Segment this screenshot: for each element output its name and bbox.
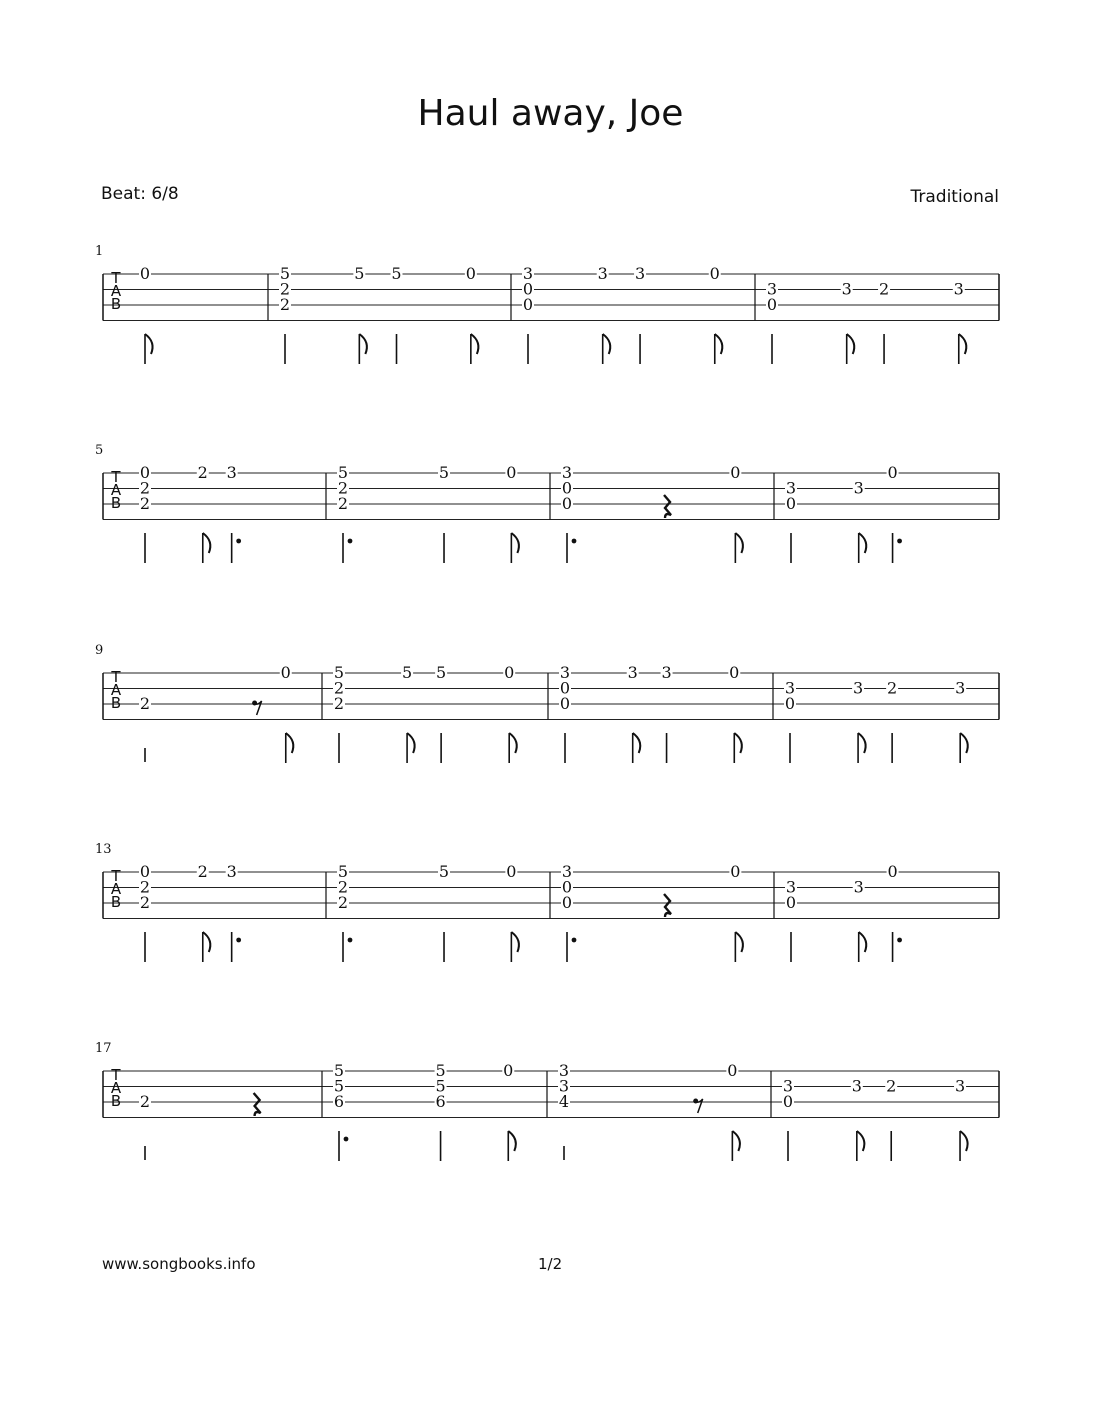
fret-number: 0 — [465, 264, 476, 283]
rhythm-flag — [732, 1131, 740, 1151]
fret-number: 0 — [561, 877, 573, 897]
fret-number: 5 — [401, 663, 413, 682]
tab-clef-letter: T — [111, 269, 121, 287]
fret-number: 0 — [729, 663, 740, 682]
rhythm-flag — [508, 1131, 516, 1151]
rhythm-flag — [471, 334, 479, 354]
tab-system — [95, 244, 999, 364]
fret-number: 5 — [435, 1076, 446, 1096]
fret-number: 3 — [558, 1061, 570, 1080]
fret-number: 2 — [197, 862, 208, 881]
measure-number: 1 — [95, 244, 104, 259]
fret-number: 6 — [435, 1092, 446, 1111]
fret-number: 3 — [955, 678, 966, 698]
rhythm-flag — [959, 334, 967, 354]
composer-label: Traditional — [910, 187, 999, 207]
fret-number: 3 — [851, 1076, 862, 1096]
fret-number: 3 — [782, 1076, 794, 1096]
fret-number: 3 — [561, 862, 573, 881]
tab-clef-letter: A — [110, 1079, 122, 1097]
fret-number: 5 — [333, 663, 345, 682]
fret-number: 0 — [506, 862, 517, 881]
fret-number: 3 — [226, 463, 237, 482]
tab-clef-letter: B — [110, 295, 122, 313]
fret-number: 3 — [785, 877, 797, 897]
rhythm-flag — [847, 334, 855, 354]
rhythm-flag — [735, 533, 743, 553]
fret-number: 3 — [853, 877, 864, 897]
fret-number: 5 — [438, 463, 450, 482]
rhythm-flag — [715, 334, 723, 354]
quarter-rest — [254, 1093, 261, 1116]
tab-system — [95, 443, 999, 563]
fret-number: 3 — [559, 663, 571, 682]
measure-number: 13 — [95, 842, 112, 857]
fret-number: 3 — [954, 1076, 966, 1096]
rhythm-flag — [511, 533, 519, 553]
rhythm-flag — [203, 932, 211, 952]
fret-number: 2 — [337, 494, 349, 513]
rhythm-dot — [897, 938, 902, 943]
fret-number: 2 — [139, 478, 151, 498]
rhythm-flag — [857, 1131, 865, 1151]
fret-number: 0 — [503, 1061, 514, 1080]
fret-number: 0 — [709, 264, 720, 283]
measure-number: 17 — [95, 1041, 112, 1056]
fret-number: 0 — [559, 694, 571, 713]
fret-number: 0 — [730, 463, 741, 482]
fret-number: 0 — [522, 279, 534, 299]
fret-number: 5 — [279, 264, 291, 283]
rhythm-dot — [236, 938, 241, 943]
rhythm-flag — [509, 733, 517, 753]
fret-number: 5 — [438, 862, 450, 881]
fret-number: 0 — [887, 862, 898, 881]
fret-number: 2 — [279, 279, 291, 299]
fret-number: 2 — [333, 694, 345, 713]
rhythm-flag — [286, 733, 294, 753]
fret-number: 0 — [561, 478, 573, 498]
measure-number: 9 — [95, 643, 104, 658]
rhythm-flag — [734, 733, 742, 753]
measure-number: 5 — [95, 443, 104, 458]
fret-number: 0 — [784, 694, 796, 713]
fret-number: 2 — [139, 1092, 151, 1111]
fret-number: 3 — [853, 478, 864, 498]
rhythm-flag — [859, 533, 867, 553]
fret-number: 5 — [391, 264, 402, 283]
fret-number: 0 — [522, 295, 534, 314]
fret-number: 0 — [561, 494, 573, 513]
fret-number: 0 — [887, 463, 898, 482]
fret-number: 0 — [782, 1092, 794, 1111]
fret-number: 0 — [559, 678, 571, 698]
rhythm-flag — [203, 533, 211, 553]
rhythm-dot — [236, 539, 241, 544]
fret-number: 0 — [785, 494, 797, 513]
fret-number: 0 — [730, 862, 741, 881]
tab-clef-letter: B — [110, 893, 122, 911]
tab-clef-letter: B — [110, 494, 122, 512]
rhythm-flag — [960, 1131, 968, 1151]
fret-number: 2 — [887, 678, 898, 698]
rhythm-flag — [858, 733, 866, 753]
fret-number: 3 — [561, 463, 573, 482]
quarter-rest — [664, 894, 671, 917]
quarter-rest — [664, 495, 671, 518]
tab-clef-letter: B — [110, 1092, 122, 1110]
tab-clef-letter: T — [111, 468, 121, 486]
fret-number: 2 — [337, 478, 349, 498]
tab-system — [95, 1041, 999, 1161]
fret-number: 2 — [139, 893, 151, 912]
fret-number: 5 — [333, 1076, 345, 1096]
footer-site: www.songbooks.info — [102, 1255, 256, 1273]
fret-number: 3 — [522, 264, 534, 283]
rhythm-flag — [511, 932, 519, 952]
rhythm-dot — [344, 1137, 349, 1142]
rhythm-flag — [859, 932, 867, 952]
fret-number: 2 — [279, 295, 291, 314]
tab-clef-letter: A — [110, 880, 122, 898]
fret-number: 3 — [627, 663, 638, 682]
rhythm-flag — [359, 334, 367, 354]
tab-clef-letter: T — [111, 1066, 121, 1084]
tab-clef-letter: A — [110, 681, 122, 699]
fret-number: 0 — [766, 295, 778, 314]
fret-number: 2 — [337, 893, 349, 912]
fret-number: 5 — [435, 1061, 446, 1080]
fret-number: 0 — [561, 893, 573, 912]
fret-number: 0 — [785, 893, 797, 912]
fret-number: 5 — [354, 264, 365, 283]
fret-number: 3 — [784, 678, 796, 698]
beat-label: Beat: 6/8 — [101, 184, 179, 204]
rhythm-dot — [572, 938, 577, 943]
tab-clef-letter: A — [110, 481, 122, 499]
tab-clef-letter: T — [111, 668, 121, 686]
fret-number: 3 — [661, 663, 672, 682]
song-title: Haul away, Joe — [417, 93, 684, 134]
fret-number: 3 — [766, 279, 778, 299]
rhythm-flag — [407, 733, 415, 753]
fret-number: 0 — [280, 663, 291, 682]
tab-system — [95, 842, 999, 962]
fret-number: 5 — [337, 463, 349, 482]
fret-number: 3 — [841, 279, 852, 299]
tab-clef-letter: B — [110, 694, 122, 712]
fret-number: 3 — [558, 1076, 570, 1096]
fret-number: 3 — [785, 478, 797, 498]
fret-number: 4 — [558, 1092, 570, 1111]
fret-number: 0 — [139, 264, 151, 283]
fret-number: 5 — [436, 663, 447, 682]
fret-number: 5 — [333, 1061, 345, 1080]
fret-number: 3 — [634, 264, 646, 283]
rhythm-flag — [145, 334, 153, 354]
fret-number: 5 — [337, 862, 349, 881]
fret-number: 2 — [878, 279, 890, 299]
fret-number: 0 — [506, 463, 517, 482]
fret-number: 2 — [139, 494, 151, 513]
fret-number: 2 — [197, 463, 208, 482]
fret-number: 3 — [597, 264, 608, 283]
rhythm-dot — [348, 539, 353, 544]
fret-number: 6 — [333, 1092, 345, 1111]
fret-number: 3 — [953, 279, 964, 299]
fret-number: 2 — [886, 1076, 897, 1096]
fret-number: 0 — [139, 862, 151, 881]
tab-clef-letter: T — [111, 867, 121, 885]
fret-number: 2 — [333, 678, 345, 698]
fret-number: 2 — [337, 877, 349, 897]
fret-number: 2 — [139, 877, 151, 897]
fret-number: 0 — [139, 463, 151, 482]
footer-page-number: 1/2 — [538, 1255, 563, 1273]
rhythm-flag — [960, 733, 968, 753]
fret-number: 2 — [139, 694, 151, 713]
rhythm-dot — [348, 938, 353, 943]
fret-number: 0 — [727, 1061, 738, 1080]
tab-clef-letter: A — [110, 282, 122, 300]
rhythm-flag — [603, 334, 611, 354]
fret-number: 3 — [852, 678, 864, 698]
rhythm-flag — [633, 733, 641, 753]
rhythm-dot — [572, 539, 577, 544]
fret-number: 0 — [504, 663, 515, 682]
rhythm-dot — [897, 539, 902, 544]
fret-number: 3 — [226, 862, 237, 881]
rhythm-flag — [735, 932, 743, 952]
tab-system — [95, 643, 999, 763]
